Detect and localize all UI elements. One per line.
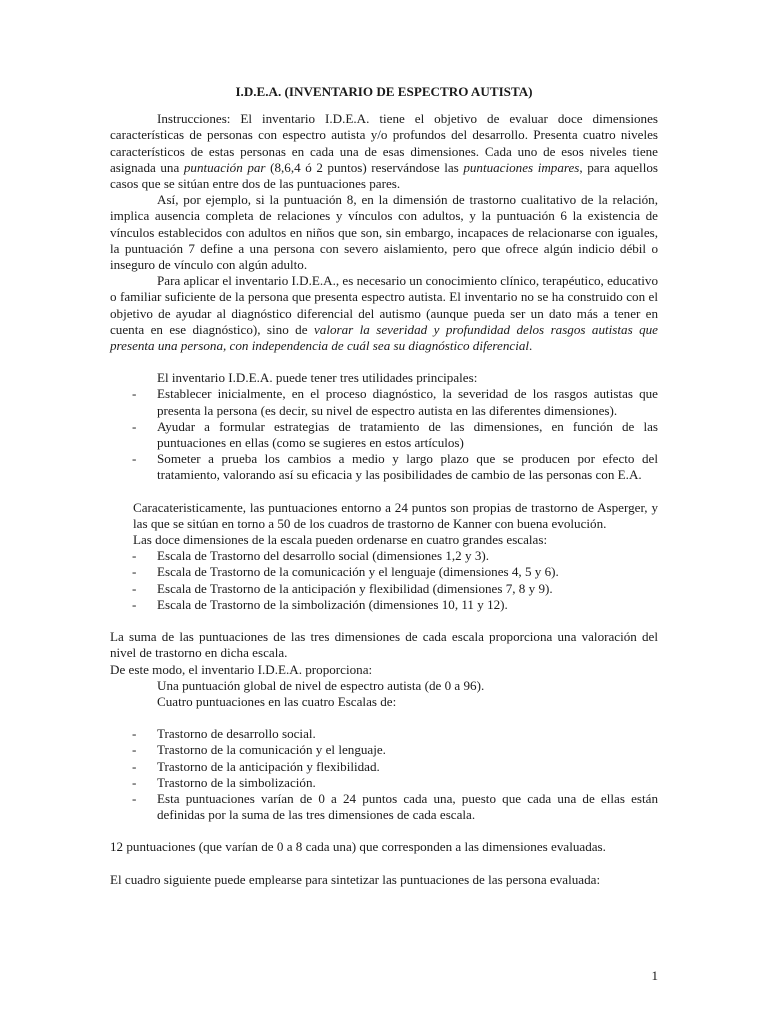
emphasis-text: puntuaciones impares — [463, 159, 580, 175]
text-run: Para aplicar el inventario I.D.E.A., es necesario un conocimiento clínico, terapéutico, educativo o familiar suficiente de la persona que presenta espectro autista. El inventario no se ha construido con el objetivo de ayudar al diagnóstico diferencial del autismo (aunque pueda ser un dato más a tener en cuenta en ese diagnóstico), sino de — [110, 273, 659, 337]
list-item: - Escala de Trastorno del desarrollo social (dimensiones 1,2 y 3). — [110, 548, 658, 564]
uses-list — [110, 386, 658, 483]
emphasis-text: puntuación par — [183, 159, 266, 175]
list-item: - Someter a prueba los cambios a medio y largo plazo que se producen por efecto del tratamiento, valorando así su eficacia y las posibilidades de cambio de las personas con E.A. — [110, 451, 658, 483]
list-item: - Trastorno de desarrollo social. — [110, 726, 658, 742]
scales-block — [133, 500, 658, 549]
global-score-line: Una puntuación global de nivel de espectro autista (de 0 a 96). — [157, 677, 485, 693]
list-item: - Esta puntuaciones varían de 0 a 24 puntos cada una, puesto que cada una de ellas están definidas por la suma de las tres dimensiones de cada escala. — [110, 791, 658, 823]
document-page — [110, 84, 658, 888]
text-run: (8,6,4 ó 2 puntos) reservándose las — [265, 159, 464, 175]
list-item: - Trastorno de la comunicación y el lenguaje. — [110, 742, 658, 758]
spacer — [110, 710, 658, 726]
provides-paragraph: De este modo, el inventario I.D.E.A. proporciona: — [110, 661, 373, 677]
emphasis-text: valorar la severidad y profundidad delos rasgos autistas que presenta una persona, con independencia de cuál sea su diagnóstico diferencial — [110, 321, 658, 354]
list-item: - Escala de Trastorno de la simbolización (dimensiones 10, 11 y 12). — [110, 597, 658, 613]
application-paragraph — [110, 273, 658, 354]
page-number: 1 — [651, 968, 658, 983]
summary-table-intro: El cuadro siguiente puede emplearse para sintetizar las puntuaciones de las persona evaluada: — [110, 871, 601, 887]
dimension-scores-paragraph: 12 puntuaciones (que varían de 0 a 8 cada una) que corresponden a las dimensiones evaluadas. — [110, 839, 606, 855]
uses-intro: El inventario I.D.E.A. puede tener tres utilidades principales: — [157, 370, 478, 386]
four-scores-line: Cuatro puntuaciones en las cuatro Escalas de: — [157, 693, 397, 709]
list-item: - Escala de Trastorno de la anticipación y flexibilidad (dimensiones 7, 8 y 9). — [110, 581, 658, 597]
list-item: - Escala de Trastorno de la comunicación y el lenguaje (dimensiones 4, 5 y 6). — [110, 564, 658, 580]
list-item: - Trastorno de la anticipación y flexibilidad. — [110, 759, 658, 775]
list-item: - Ayudar a formular estrategias de tratamiento de las dimensiones, en función de las puntuaciones en ellas (como se sugieres en estos artículos) — [110, 419, 658, 451]
scales-list — [110, 548, 658, 613]
list-item: - Establecer inicialmente, en el proceso diagnóstico, la severidad de los rasgos autistas que presenta la persona (es decir, su nivel de espectro autista en las diferentes dimensiones). — [110, 386, 658, 418]
asperger-paragraph: Caracateristicamente, las puntuaciones entorno a 24 puntos son propias de trastorno de Asperger, y las que se sitúan en torno a 50 de los cuadros de trastorno de Kanner con buena evolución. — [133, 499, 658, 531]
example-paragraph: Así, por ejemplo, si la puntuación 8, en la dimensión de trastorno cualitativo de la relación, implica ausencia completa de relaciones y vínculos con adultos, y la puntuación 6 la existencia de vínculos establecidos con adultos en niños que son, sin embargo, incapaces de relacionarse con iguales, la puntuación 7 define a una persona con severo aislamiento, pero que ofrece algún indicio débil o inseguro de vínculo con algún adulto. — [110, 192, 658, 273]
text-run: . — [529, 338, 533, 354]
scale-scores-list — [110, 726, 658, 823]
text-run: , para aquellos casos que se sitúan entre dos de las puntuaciones pares. — [110, 159, 658, 192]
text-run: Instrucciones: El inventario I.D.E.A. tiene el objetivo de evaluar doce dimensiones características de personas con espectro autista y/o profundos del desarrollo. Presenta cuatro niveles característicos de estas personas en cada una de esas dimensiones. Cada uno de esos niveles tiene asignada una — [110, 111, 658, 175]
instructions-paragraph — [110, 111, 658, 192]
list-item: - Trastorno de la simbolización. — [110, 775, 658, 791]
sum-paragraph: La suma de las puntuaciones de las tres dimensiones de cada escala proporciona una valoración del nivel de trastorno en dicha escala. — [110, 629, 658, 661]
document-title: I.D.E.A. (INVENTARIO DE ESPECTRO AUTISTA) — [235, 84, 533, 99]
scales-intro: Las doce dimensiones de la escala pueden ordenarse en cuatro grandes escalas: — [133, 532, 548, 548]
